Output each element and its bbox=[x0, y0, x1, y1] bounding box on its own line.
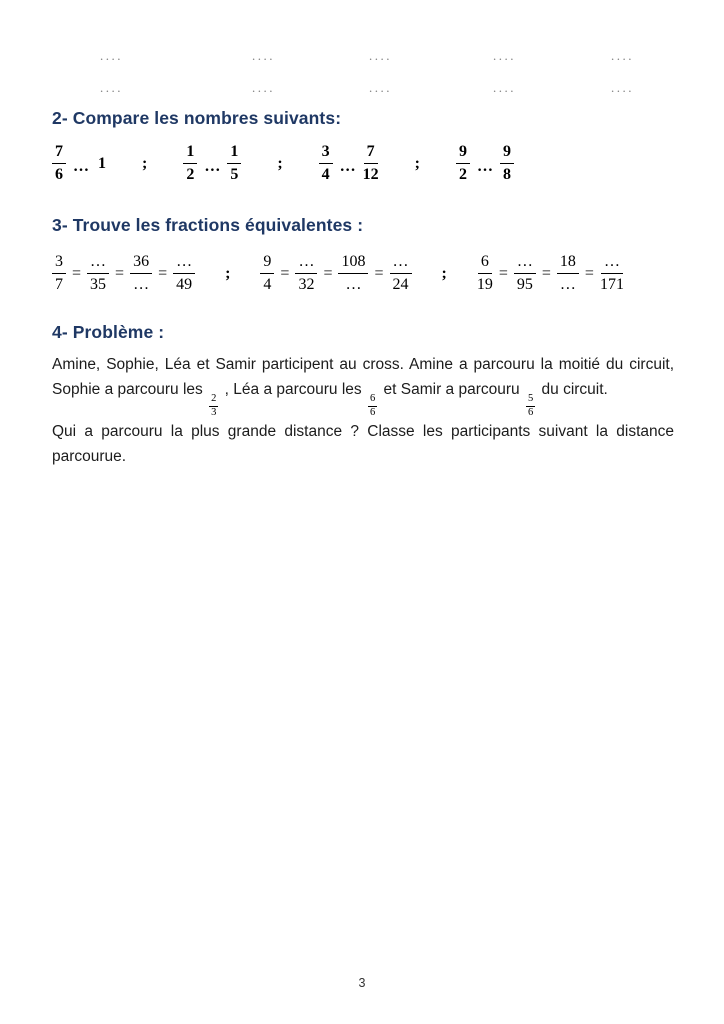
fraction-denominator: 35 bbox=[90, 276, 107, 293]
equals-sign: = bbox=[72, 264, 82, 282]
fraction-numerator: 9 bbox=[260, 252, 274, 274]
fraction-denominator: 7 bbox=[55, 276, 63, 293]
fraction-denominator: 171 bbox=[599, 276, 624, 293]
fraction-numerator: … bbox=[87, 252, 109, 274]
separator: ; bbox=[277, 154, 283, 172]
fraction-numerator: 7 bbox=[364, 142, 378, 164]
fraction-denominator: 3 bbox=[211, 407, 217, 419]
comparison-blank: … bbox=[204, 157, 221, 175]
fraction-numerator: 1 bbox=[183, 142, 197, 164]
fraction-denominator: 5 bbox=[230, 166, 239, 183]
inline-fraction bbox=[526, 393, 535, 419]
fraction bbox=[130, 252, 152, 295]
answer-dots: .... bbox=[369, 80, 392, 95]
fraction-denominator: 6 bbox=[55, 166, 63, 183]
problem-text: Amine, Sophie, Léa et Samir participent au cross. Amine a parcouru la moitié du circuit, Sophie a parcouru les bbox=[52, 356, 674, 399]
fraction-denominator: 8 bbox=[502, 166, 511, 183]
fraction-numerator: 1 bbox=[227, 142, 241, 164]
problem-statement bbox=[52, 352, 674, 469]
fraction bbox=[295, 252, 317, 295]
equals-sign: = bbox=[541, 264, 551, 282]
fraction-denominator: 2 bbox=[186, 166, 195, 183]
answer-dots: .... bbox=[493, 48, 516, 63]
fraction-numerator: 5 bbox=[526, 393, 535, 407]
separator: ; bbox=[414, 154, 420, 172]
fraction-numerator: 6 bbox=[368, 393, 377, 407]
fraction-numerator: 9 bbox=[500, 142, 514, 164]
problem-text: et Samir a parcouru bbox=[379, 381, 524, 399]
answer-dots: .... bbox=[493, 80, 516, 95]
fraction-denominator: … bbox=[559, 276, 576, 293]
fraction bbox=[260, 252, 274, 295]
inline-fraction bbox=[209, 393, 218, 419]
fraction bbox=[477, 252, 493, 295]
fraction-denominator: 4 bbox=[321, 166, 330, 183]
fraction bbox=[390, 252, 412, 295]
equals-sign: = bbox=[323, 264, 333, 282]
section-2-heading: 2- Compare les nombres suivants: bbox=[52, 108, 342, 128]
fraction-numerator: 6 bbox=[478, 252, 492, 274]
fraction-denominator: 2 bbox=[458, 166, 467, 183]
fraction-denominator: 12 bbox=[362, 166, 379, 183]
fraction-numerator: 2 bbox=[209, 393, 218, 407]
problem-question: Qui a parcouru la plus grande distance ? Classe les participants suivant la distance parcourue. bbox=[52, 423, 674, 466]
fraction bbox=[52, 142, 66, 185]
fraction bbox=[338, 252, 368, 295]
compare-exercise-row bbox=[52, 142, 514, 185]
section-3-heading: 3- Trouve les fractions équivalentes : bbox=[52, 215, 364, 235]
answer-dots: .... bbox=[252, 48, 275, 63]
fraction-numerator: … bbox=[390, 252, 412, 274]
fraction-denominator: 49 bbox=[176, 276, 193, 293]
fraction-numerator: … bbox=[173, 252, 195, 274]
fraction-numerator: 7 bbox=[52, 142, 66, 164]
fraction bbox=[514, 252, 536, 295]
inline-fraction bbox=[368, 393, 377, 419]
fraction bbox=[52, 252, 66, 295]
fraction-numerator: … bbox=[295, 252, 317, 274]
equals-sign: = bbox=[374, 264, 384, 282]
answer-dots: .... bbox=[611, 80, 634, 95]
fraction bbox=[227, 142, 241, 185]
separator: ; bbox=[225, 264, 231, 282]
fraction bbox=[363, 142, 379, 185]
fraction-numerator: 3 bbox=[52, 252, 66, 274]
fraction-denominator: 24 bbox=[392, 276, 409, 293]
fraction bbox=[600, 252, 624, 295]
fraction-denominator: 4 bbox=[263, 276, 272, 293]
separator: ; bbox=[142, 154, 148, 172]
answer-dots: .... bbox=[252, 80, 275, 95]
fraction-numerator: 36 bbox=[130, 252, 152, 274]
answer-dots: .... bbox=[100, 80, 123, 95]
fraction-denominator: … bbox=[133, 276, 150, 293]
equals-sign: = bbox=[498, 264, 508, 282]
fraction bbox=[456, 142, 470, 185]
fraction-numerator: 3 bbox=[319, 142, 333, 164]
fraction-denominator: 19 bbox=[476, 276, 493, 293]
fraction-denominator: … bbox=[345, 276, 362, 293]
fraction-numerator: 18 bbox=[557, 252, 579, 274]
fraction bbox=[500, 142, 514, 185]
equals-sign: = bbox=[158, 264, 168, 282]
fraction-numerator: 108 bbox=[338, 252, 368, 274]
problem-text: , Léa a parcouru les bbox=[220, 381, 366, 399]
fraction-numerator: … bbox=[514, 252, 536, 274]
fraction bbox=[557, 252, 579, 295]
fraction-denominator: 6 bbox=[527, 407, 534, 419]
answer-dots: .... bbox=[100, 48, 123, 63]
comparison-blank: … bbox=[476, 157, 493, 175]
equivalent-fractions-row bbox=[52, 252, 624, 295]
comparison-blank: … bbox=[339, 157, 356, 175]
equals-sign: = bbox=[280, 264, 290, 282]
fraction-denominator: 95 bbox=[516, 276, 533, 293]
fraction-numerator: … bbox=[601, 252, 623, 274]
fraction bbox=[173, 252, 195, 295]
answer-dots: .... bbox=[369, 48, 392, 63]
fraction bbox=[87, 252, 109, 295]
equals-sign: = bbox=[584, 264, 594, 282]
answer-dots: .... bbox=[611, 48, 634, 63]
whole-number: 1 bbox=[98, 154, 106, 172]
fraction-numerator: 9 bbox=[456, 142, 470, 164]
page-number: 3 bbox=[358, 976, 366, 990]
fraction bbox=[183, 142, 197, 185]
equals-sign: = bbox=[115, 264, 125, 282]
section-4-heading: 4- Problème : bbox=[52, 322, 165, 342]
fraction-denominator: 6 bbox=[369, 407, 376, 419]
fraction bbox=[319, 142, 333, 185]
comparison-blank: … bbox=[73, 157, 89, 175]
problem-text: du circuit. bbox=[537, 381, 608, 399]
fraction-denominator: 32 bbox=[298, 276, 315, 293]
separator: ; bbox=[441, 264, 447, 282]
